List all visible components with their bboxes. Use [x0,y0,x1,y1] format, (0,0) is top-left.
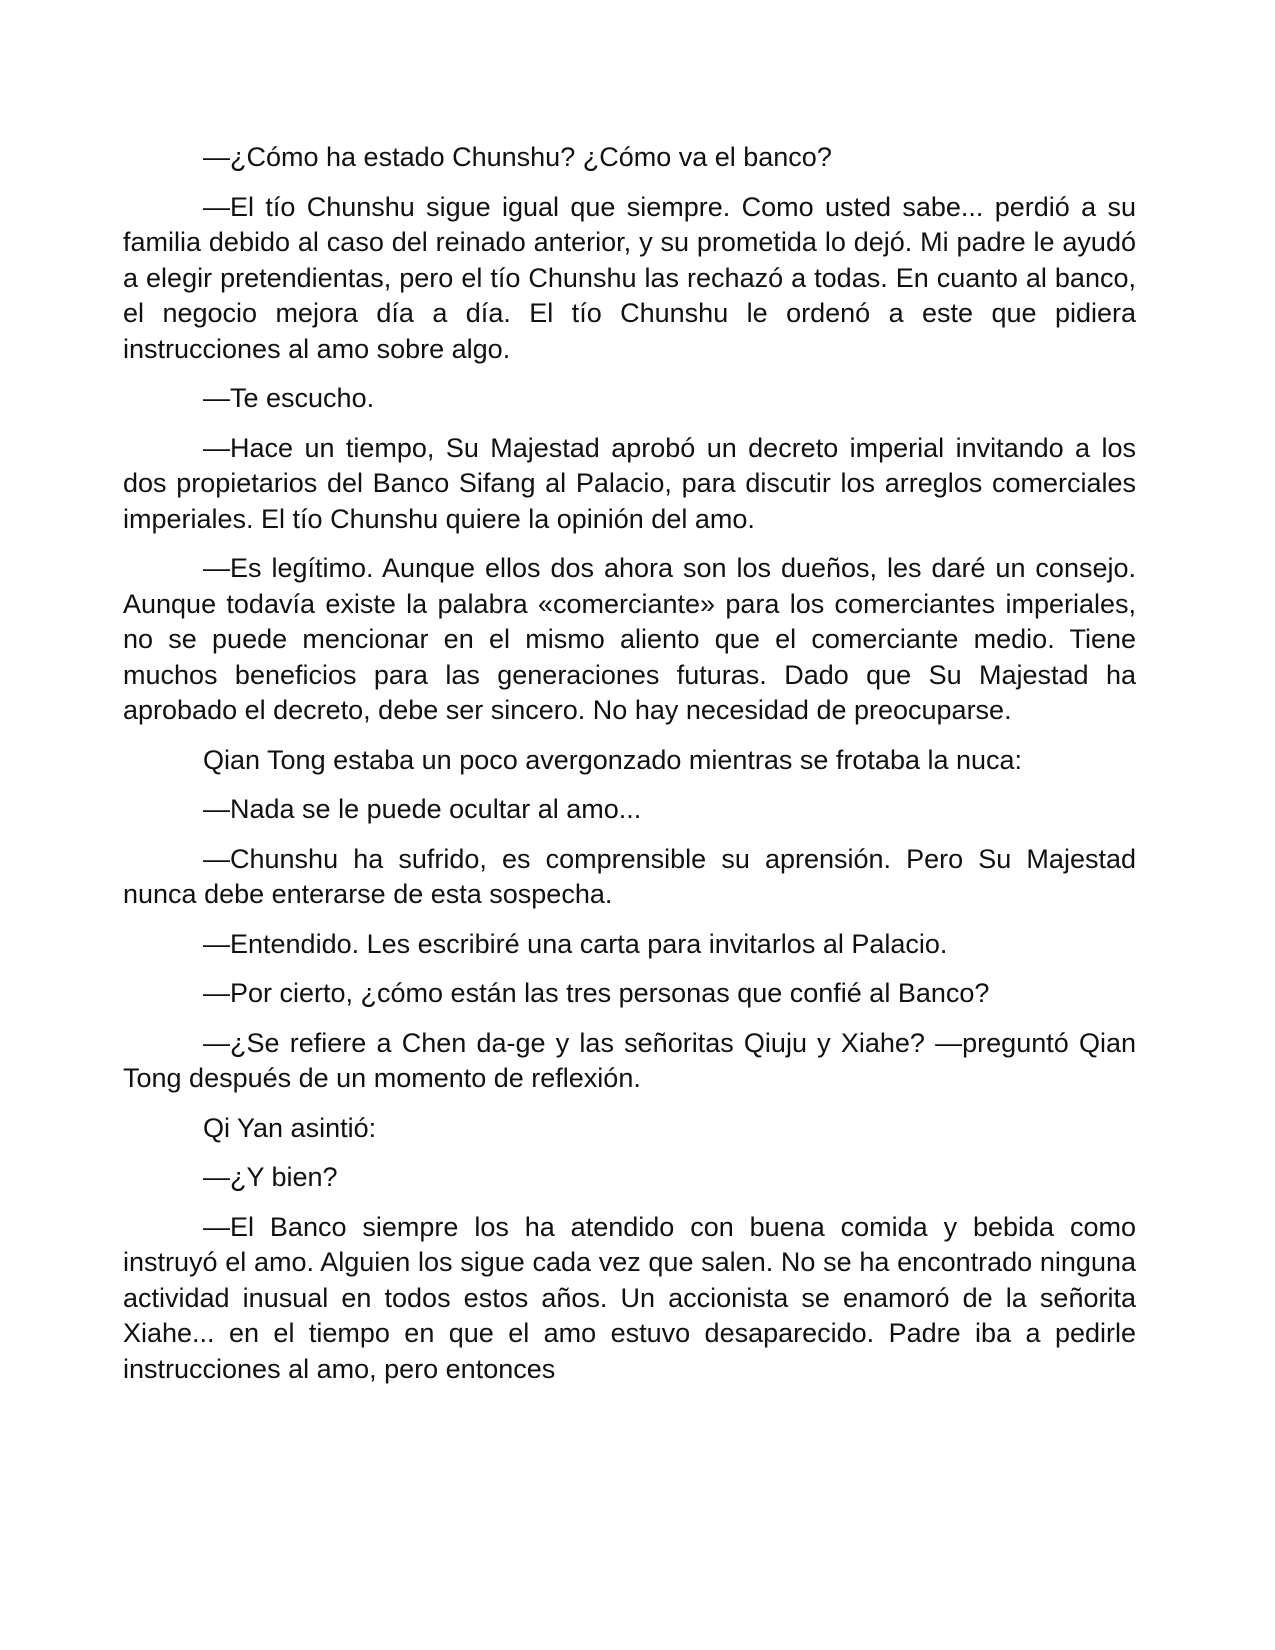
paragraph-4: —Hace un tiempo, Su Majestad aprobó un decreto imperial invitando a los dos propietarios del Banco Sifang al Palacio, para discutir los arreglos comerciales imperiales. El tío Chunshu quiere la opinión del amo. [123,432,1136,534]
paragraph-7: —Nada se le puede ocultar al amo... [203,794,642,824]
paragraph-11: —¿Se refiere a Chen da-ge y las señoritas Qiuju y Xiahe? —preguntó Qian Tong después de un momento de reflexión. [123,1027,1136,1093]
paragraph-8: —Chunshu ha sufrido, es comprensible su aprensión. Pero Su Majestad nunca debe enterarse de esta sospecha. [123,843,1136,909]
paragraph-3: —Te escucho. [203,383,375,413]
paragraph-6: Qian Tong estaba un poco avergonzado mientras se frotaba la nuca: [203,744,1023,775]
paragraph-14: —El Banco siempre los ha atendido con buena comida y bebida como instruyó el amo. Alguien los sigue cada vez que salen. No se ha encontrado ninguna actividad inusual en todos estos años. Un accionista se enamoró de la señorita Xiahe... en el tiempo en que el amo estuvo desaparecido. Padre iba a pedirle instrucciones al amo, pero entonces [123,1211,1136,1384]
paragraph-12: Qi Yan asintió: [203,1112,377,1143]
document-page [123,140,1136,1401]
paragraph-1: —¿Cómo ha estado Chunshu? ¿Cómo va el banco? [203,142,832,172]
paragraph-2: —El tío Chunshu sigue igual que siempre. Como usted sabe... perdió a su familia debido al caso del reinado anterior, y su prometida lo dejó. Mi padre le ayudó a elegir pretendientas, pero el tío Chunshu las rechazó a todas. En cuanto al banco, el negocio mejora día a día. El tío Chunshu le ordenó a este que pidiera instrucciones al amo sobre algo. [123,191,1136,364]
paragraph-5: —Es legítimo. Aunque ellos dos ahora son los dueños, les daré un consejo. Aunque todavía existe la palabra «comerciante» para los comerciantes imperiales, no se puede mencionar en el mismo aliento que el comerciante medio. Tiene muchos beneficios para las generaciones futuras. Dado que Su Majestad ha aprobado el decreto, debe ser sincero. No hay necesidad de preocuparse. [123,553,1136,725]
paragraph-13: —¿Y bien? [203,1162,338,1192]
paragraph-9: —Entendido. Les escribiré una carta para invitarlos al Palacio. [203,928,948,959]
paragraph-10: —Por cierto, ¿cómo están las tres personas que confié al Banco? [203,978,990,1008]
